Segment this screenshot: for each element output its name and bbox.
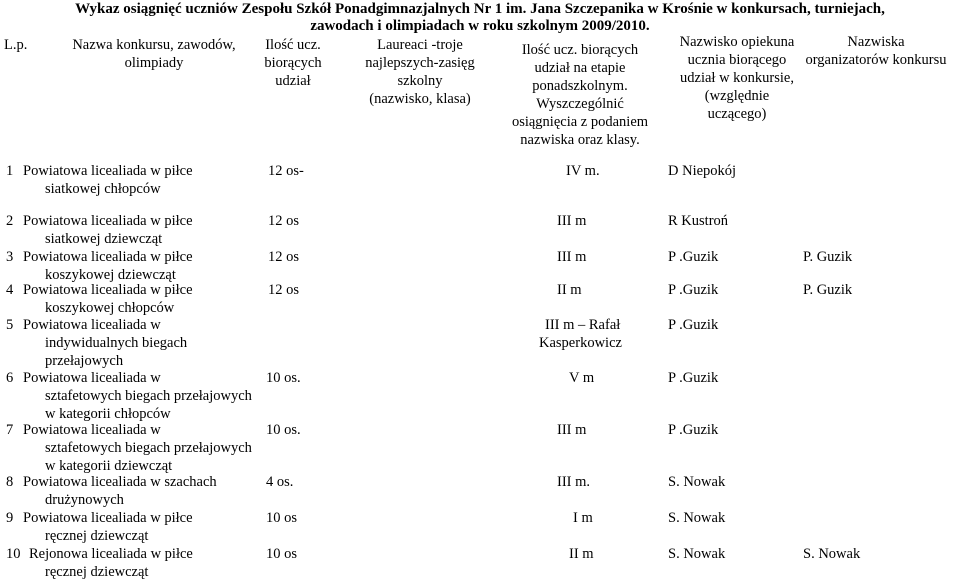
row-stage: V m — [569, 370, 595, 386]
header-tutor: Nazwisko opiekuna ucznia biorącego udział w konkursie, (względnie uczącego) — [679, 34, 795, 122]
row-tutor: P .Guzik — [668, 282, 719, 298]
header-stage: Ilość ucz. biorących udział na etapie ponadszkolnym. Wyszczególnić osiągnięcia z podaniem nazwiska oraz klasy. — [511, 42, 649, 148]
header-laureates: Laureaci -troje najlepszych-zasięg szkolny (nazwisko, klasa) — [365, 37, 475, 107]
row-stage: IV m. — [566, 163, 600, 179]
row-number: 5 — [6, 317, 14, 333]
row-stage: I m — [573, 510, 593, 526]
row-name: ręcznej dziewcząt — [45, 528, 149, 544]
row-count: 12 os — [268, 249, 300, 265]
row-number: 8 — [6, 474, 14, 490]
row-name: Powiatowa licealiada w — [23, 317, 161, 333]
row-name: siatkowej chłopców — [45, 181, 161, 197]
header-name: Nazwa konkursu, zawodów, olimpiady — [72, 37, 236, 71]
row-tutor: S. Nowak — [668, 510, 726, 526]
header-organizers: Nazwiska organizatorów konkursu — [805, 34, 947, 68]
row-stage: II m — [557, 282, 582, 298]
row-name: Powiatowa licealiada w piłce — [23, 510, 193, 526]
header-lp: L.p. — [4, 37, 28, 53]
row-name: sztafetowych biegach przełajowych — [45, 388, 252, 404]
row-stage: Kasperkowicz — [539, 335, 622, 351]
row-count: 12 os- — [268, 163, 304, 179]
row-stage: III m — [557, 422, 587, 438]
row-name: indywidualnych biegach — [45, 335, 188, 351]
row-name: Rejonowa licealiada w piłce — [29, 546, 193, 562]
row-count: 10 os. — [266, 370, 301, 386]
row-stage: II m — [569, 546, 594, 562]
row-number: 2 — [6, 213, 14, 229]
row-stage: III m — [557, 249, 587, 265]
row-name: sztafetowych biegach przełajowych — [45, 440, 252, 456]
row-name: koszykowej chłopców — [45, 300, 175, 316]
row-name: Powiatowa licealiada w — [23, 422, 161, 438]
row-stage: III m. — [557, 474, 591, 490]
row-number: 7 — [6, 422, 14, 438]
row-tutor: R Kustroń — [668, 213, 729, 229]
row-count: 10 os — [266, 546, 298, 562]
row-tutor: P .Guzik — [668, 422, 719, 438]
row-name: Powiatowa licealiada w — [23, 370, 161, 386]
row-name: przełajowych — [45, 353, 124, 369]
row-number: 1 — [6, 163, 14, 179]
row-name: Powiatowa licealiada w piłce — [23, 249, 193, 265]
row-organizer: P. Guzik — [803, 249, 853, 265]
row-number: 6 — [6, 370, 14, 386]
row-name: w kategorii dziewcząt — [45, 458, 173, 474]
row-name: Powiatowa licealiada w piłce — [23, 163, 193, 179]
row-tutor: P .Guzik — [668, 249, 719, 265]
row-tutor: D Niepokój — [668, 163, 737, 179]
row-name: siatkowej dziewcząt — [45, 231, 163, 247]
row-count: 4 os. — [266, 474, 294, 490]
title-line-2: zawodach i olimpiadach w roku szkolnym 2009/2010. — [310, 18, 650, 34]
row-name: Powiatowa licealiada w szachach — [23, 474, 217, 490]
row-tutor: S. Nowak — [668, 474, 726, 490]
row-tutor: P .Guzik — [668, 370, 719, 386]
row-tutor: S. Nowak — [668, 546, 726, 562]
header-count: Ilość ucz. biorących udział — [264, 37, 322, 89]
row-number: 3 — [6, 249, 14, 265]
row-number: 10 — [6, 546, 21, 562]
row-number: 4 — [6, 282, 14, 298]
row-number: 9 — [6, 510, 14, 526]
row-name: drużynowych — [45, 492, 124, 508]
row-name: ręcznej dziewcząt — [45, 564, 149, 580]
row-count: 10 os. — [266, 422, 301, 438]
row-tutor: P .Guzik — [668, 317, 719, 333]
row-name: Powiatowa licealiada w piłce — [23, 213, 193, 229]
row-count: 10 os — [266, 510, 298, 526]
row-stage: III m – Rafał — [545, 317, 621, 333]
row-name: koszykowej dziewcząt — [45, 267, 176, 283]
row-name: Powiatowa licealiada w piłce — [23, 282, 193, 298]
title-line-1: Wykaz osiągnięć uczniów Zespołu Szkół Ponadgimnazjalnych Nr 1 im. Jana Szczepanika w Krośnie w konkursach, turniejach, — [75, 1, 885, 17]
row-count: 12 os — [268, 282, 300, 298]
row-name: w kategorii chłopców — [45, 406, 171, 422]
row-organizer: P. Guzik — [803, 282, 853, 298]
row-organizer: S. Nowak — [803, 546, 861, 562]
row-count: 12 os — [268, 213, 300, 229]
row-stage: III m — [557, 213, 587, 229]
